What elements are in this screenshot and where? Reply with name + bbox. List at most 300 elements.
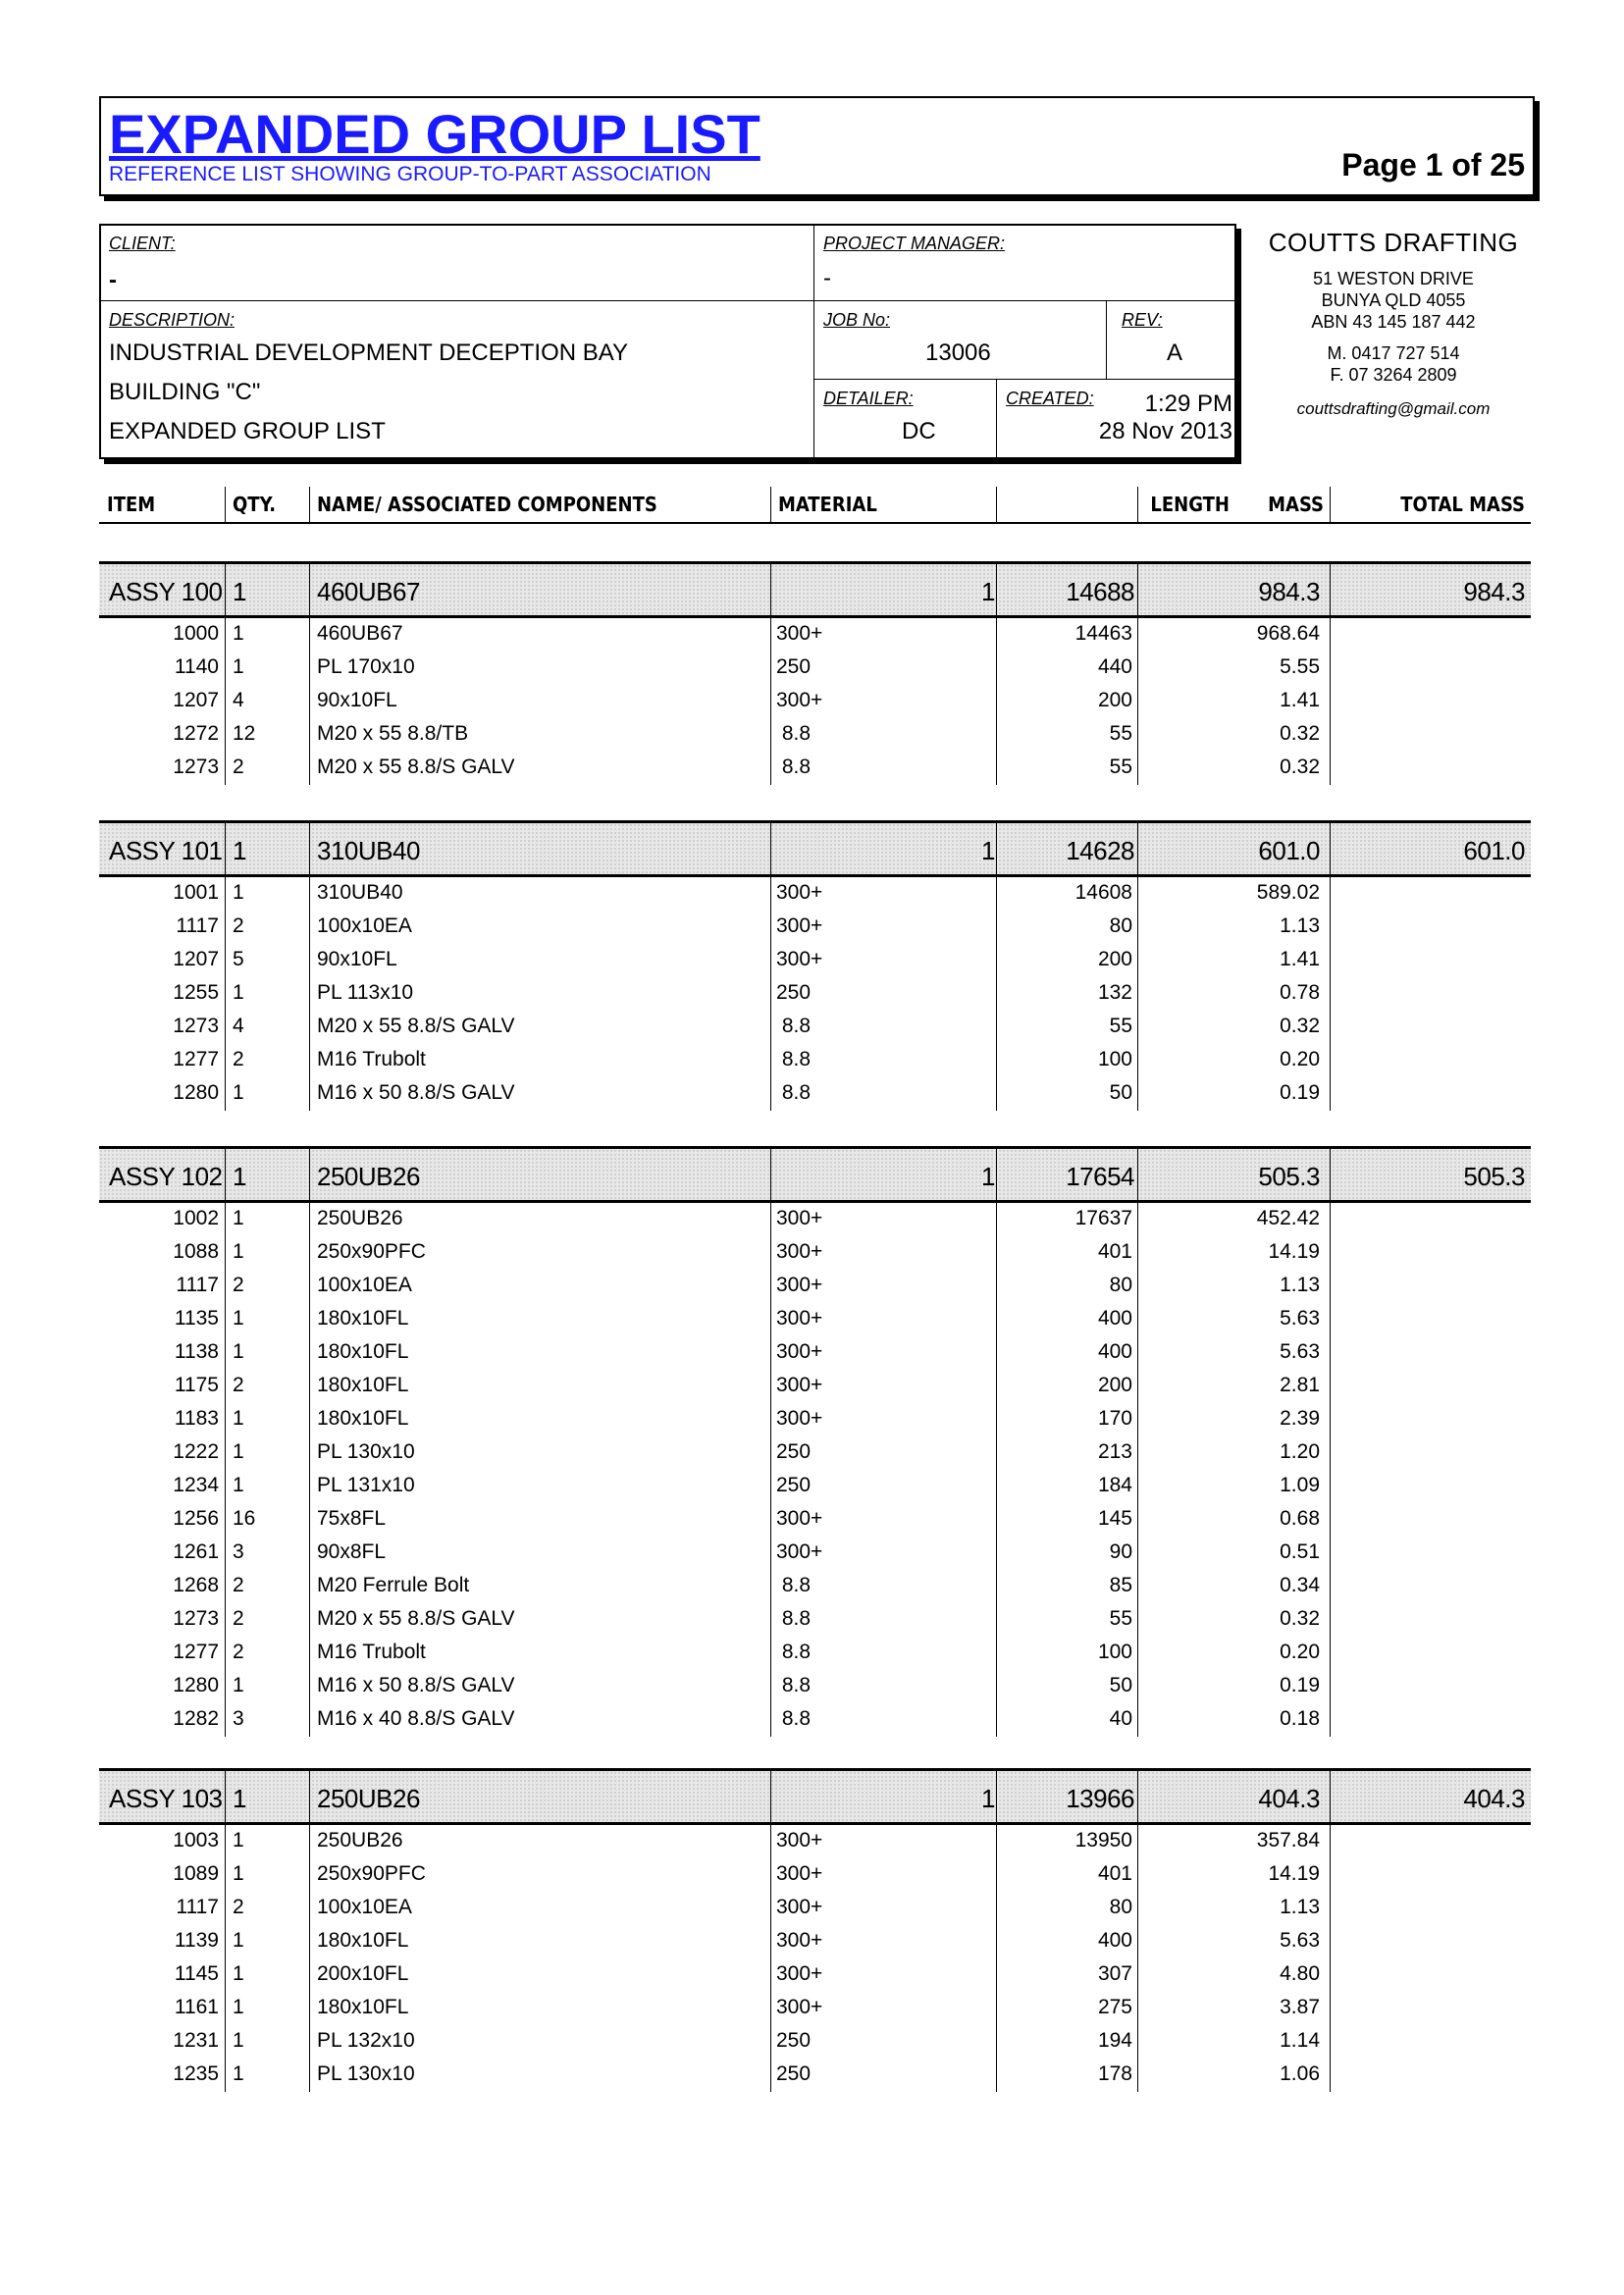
- part-qty: 1: [233, 1307, 244, 1330]
- part-name: PL 132x10: [317, 2029, 415, 2052]
- assembly-block: [99, 1146, 1531, 1737]
- part-name: M20 Ferrule Bolt: [317, 1574, 470, 1596]
- column-header-item: ITEM: [107, 493, 156, 516]
- detailer-value: DC: [902, 418, 936, 444]
- part-mass: 0.19: [1280, 1674, 1320, 1696]
- part-item: 1117: [176, 914, 219, 937]
- assembly-mass: 601.0: [1258, 836, 1320, 865]
- part-name: 180x10FL: [317, 1929, 409, 1952]
- part-mass: 0.18: [1280, 1707, 1320, 1730]
- part-name: 75x8FL: [317, 1507, 387, 1530]
- client-value: -: [109, 267, 117, 293]
- table-row: [99, 1370, 1531, 1403]
- table-row: [99, 685, 1531, 718]
- part-material: 8.8: [776, 1641, 812, 1663]
- part-qty: 2: [233, 1607, 244, 1630]
- part-material: 300+: [776, 622, 823, 645]
- part-mass: 1.20: [1280, 1440, 1320, 1463]
- part-qty: 1: [233, 1081, 244, 1104]
- column-header-length: LENGTH: [1150, 493, 1230, 516]
- part-mass: 0.78: [1280, 981, 1320, 1004]
- project-manager-label: PROJECT MANAGER:: [823, 234, 1006, 253]
- part-mass: 589.02: [1256, 881, 1320, 904]
- part-material: 300+: [776, 1929, 823, 1952]
- part-mass: 0.32: [1280, 756, 1320, 778]
- part-material: 300+: [776, 1207, 823, 1229]
- part-qty: 3: [233, 1540, 244, 1563]
- table-row: [99, 1011, 1531, 1044]
- part-qty: 1: [233, 1240, 244, 1263]
- part-item: 1222: [173, 1440, 219, 1463]
- part-qty: 2: [233, 1641, 244, 1663]
- created-label: CREATED:: [1006, 389, 1094, 408]
- company-email: couttsdrafting@gmail.com: [1296, 399, 1491, 418]
- table-row: [99, 1825, 1531, 1858]
- part-item: 1277: [173, 1641, 219, 1663]
- part-item: 1231: [173, 2029, 219, 2052]
- part-item: 1207: [173, 948, 219, 970]
- description-label: DESCRIPTION:: [109, 310, 236, 330]
- part-qty: 1: [233, 1929, 244, 1952]
- company-abn: ABN 43 145 187 442: [1311, 312, 1476, 332]
- part-mass: 0.32: [1280, 1607, 1320, 1630]
- assembly-total-mass: 601.0: [1463, 836, 1525, 865]
- table-row: [99, 877, 1531, 911]
- part-name: M20 x 55 8.8/S GALV: [317, 1607, 515, 1630]
- part-length: 200: [1097, 948, 1132, 970]
- column-header-mass: MASS: [1268, 493, 1324, 516]
- part-item: 1138: [174, 1340, 219, 1363]
- company-address-line-1: 51 WESTON DRIVE: [1313, 269, 1474, 288]
- part-item: 1273: [173, 1607, 219, 1630]
- part-length: 400: [1097, 1929, 1132, 1952]
- part-qty: 1: [233, 2029, 244, 2052]
- assembly-item: ASSY 101: [109, 836, 223, 865]
- part-material: 300+: [776, 1307, 823, 1330]
- part-item: 1088: [173, 1240, 219, 1263]
- part-qty: 4: [233, 1015, 244, 1037]
- part-qty: 3: [233, 1707, 244, 1730]
- part-length: 184: [1097, 1474, 1132, 1496]
- part-material: 300+: [776, 689, 823, 711]
- part-material: 300+: [776, 1540, 823, 1563]
- column-header-material: MATERIAL: [778, 493, 877, 516]
- part-qty: 4: [233, 689, 244, 711]
- part-mass: 0.32: [1280, 722, 1320, 745]
- assembly-item: ASSY 102: [109, 1162, 223, 1191]
- table-row: [99, 1670, 1531, 1703]
- table-column-headers: [99, 485, 1531, 524]
- column-header-qty: QTY.: [233, 493, 277, 516]
- part-name: 250x90PFC: [317, 1862, 426, 1885]
- part-name: M20 x 55 8.8/S GALV: [317, 756, 515, 778]
- table-row: [99, 1077, 1531, 1111]
- table-row: [99, 2025, 1531, 2059]
- table-row: [99, 618, 1531, 652]
- part-material: 8.8: [776, 1048, 812, 1070]
- part-material: 250: [776, 1440, 812, 1463]
- part-mass: 2.81: [1280, 1374, 1320, 1396]
- table-row: [99, 1503, 1531, 1537]
- part-mass: 1.09: [1280, 1474, 1320, 1496]
- assembly-qty: 1: [233, 1784, 246, 1813]
- part-name: M20 x 55 8.8/TB: [317, 722, 469, 745]
- part-mass: 5.63: [1280, 1929, 1320, 1952]
- detailer-label: DETAILER:: [823, 389, 914, 408]
- part-name: 310UB40: [317, 881, 403, 904]
- part-mass: 0.20: [1280, 1048, 1320, 1070]
- assembly-mass: 984.3: [1258, 577, 1320, 606]
- part-name: 100x10EA: [317, 1274, 412, 1296]
- assembly-header-row: [99, 1146, 1531, 1203]
- part-item: 1272: [173, 722, 219, 745]
- part-qty: 1: [233, 1340, 244, 1363]
- part-name: M16 Trubolt: [317, 1048, 426, 1070]
- part-item: 1139: [174, 1929, 219, 1952]
- table-row: [99, 944, 1531, 977]
- assembly-material: 1: [981, 836, 995, 865]
- part-material: 8.8: [776, 1574, 812, 1596]
- part-length: 400: [1097, 1307, 1132, 1330]
- part-length: 90: [1109, 1540, 1132, 1563]
- part-item: 1001: [173, 881, 219, 904]
- part-mass: 3.87: [1280, 1996, 1320, 2018]
- part-item: 1089: [173, 1862, 219, 1885]
- assembly-block: [99, 1768, 1531, 2092]
- part-mass: 5.63: [1280, 1340, 1320, 1363]
- part-length: 55: [1109, 1015, 1132, 1037]
- part-length: 200: [1097, 689, 1132, 711]
- part-material: 8.8: [776, 1015, 812, 1037]
- table-row: [99, 1892, 1531, 1925]
- assembly-length: 13966: [1066, 1784, 1134, 1813]
- column-header-total-mass: TOTAL MASS: [1400, 493, 1525, 516]
- part-name: M16 x 50 8.8/S GALV: [317, 1081, 515, 1104]
- part-item: 1161: [174, 1996, 219, 2018]
- part-mass: 5.55: [1280, 655, 1320, 678]
- report-subtitle: REFERENCE LIST SHOWING GROUP-TO-PART ASSOCIATION: [109, 163, 711, 185]
- assembly-name: 310UB40: [317, 836, 420, 865]
- company-name: COUTTS DRAFTING: [1268, 228, 1519, 257]
- part-material: 300+: [776, 1340, 823, 1363]
- part-length: 307: [1097, 1962, 1132, 1985]
- part-material: 300+: [776, 1507, 823, 1530]
- part-item: 1256: [173, 1507, 219, 1530]
- table-row: [99, 1537, 1531, 1570]
- part-name: M16 x 40 8.8/S GALV: [317, 1707, 515, 1730]
- assembly-mass: 404.3: [1258, 1784, 1320, 1813]
- part-name: 90x10FL: [317, 948, 397, 970]
- part-item: 1117: [176, 1274, 219, 1296]
- part-name: PL 170x10: [317, 655, 415, 678]
- part-qty: 1: [233, 1207, 244, 1229]
- part-length: 13950: [1074, 1829, 1132, 1852]
- table-row: [99, 1570, 1531, 1603]
- part-item: 1282: [173, 1707, 219, 1730]
- part-length: 80: [1109, 914, 1132, 937]
- part-material: 300+: [776, 881, 823, 904]
- part-item: 1273: [173, 756, 219, 778]
- part-name: 180x10FL: [317, 1407, 409, 1430]
- part-mass: 4.80: [1280, 1962, 1320, 1985]
- revision-value: A: [1167, 339, 1183, 366]
- part-length: 14608: [1074, 881, 1132, 904]
- company-details: [1246, 228, 1541, 419]
- revision-label: REV:: [1122, 310, 1163, 330]
- part-length: 100: [1097, 1641, 1132, 1663]
- part-item: 1117: [176, 1896, 219, 1918]
- part-qty: 1: [233, 1962, 244, 1985]
- part-length: 17637: [1074, 1207, 1132, 1229]
- part-item: 1273: [173, 1015, 219, 1037]
- part-material: 250: [776, 981, 812, 1004]
- assembly-block: [99, 561, 1531, 785]
- table-row: [99, 1236, 1531, 1270]
- assembly-name: 460UB67: [317, 577, 420, 606]
- part-name: 180x10FL: [317, 1340, 409, 1363]
- part-qty: 2: [233, 1048, 244, 1070]
- part-item: 1002: [173, 1207, 219, 1229]
- part-material: 8.8: [776, 1607, 812, 1630]
- part-item: 1183: [174, 1407, 219, 1430]
- part-qty: 1: [233, 622, 244, 645]
- part-mass: 14.19: [1268, 1240, 1320, 1263]
- table-row: [99, 1303, 1531, 1336]
- part-length: 200: [1097, 1374, 1132, 1396]
- part-item: 1003: [173, 1829, 219, 1852]
- part-length: 213: [1097, 1440, 1132, 1463]
- part-qty: 5: [233, 948, 244, 970]
- table-row: [99, 1436, 1531, 1470]
- part-item: 1280: [173, 1674, 219, 1696]
- part-mass: 0.19: [1280, 1081, 1320, 1104]
- part-material: 300+: [776, 1829, 823, 1852]
- project-info-box: [99, 224, 1236, 459]
- part-name: 250UB26: [317, 1829, 403, 1852]
- assembly-length: 14688: [1066, 577, 1134, 606]
- part-material: 250: [776, 655, 812, 678]
- part-length: 85: [1109, 1574, 1132, 1596]
- assembly-block: [99, 820, 1531, 1111]
- part-material: 300+: [776, 1274, 823, 1296]
- page-indicator: Page 1 of 25: [1341, 147, 1525, 183]
- assembly-qty: 1: [233, 1162, 246, 1191]
- assembly-name: 250UB26: [317, 1162, 420, 1191]
- assembly-material: 1: [981, 577, 995, 606]
- part-mass: 0.68: [1280, 1507, 1320, 1530]
- part-name: 90x8FL: [317, 1540, 387, 1563]
- part-length: 401: [1097, 1862, 1132, 1885]
- part-mass: 1.14: [1280, 2029, 1320, 2052]
- company-fax: F. 07 3264 2809: [1330, 365, 1457, 385]
- assembly-item: ASSY 103: [109, 1784, 223, 1813]
- project-manager-value: -: [823, 265, 831, 291]
- part-item: 1261: [173, 1540, 219, 1563]
- part-name: PL 130x10: [317, 2062, 415, 2085]
- table-row: [99, 1703, 1531, 1737]
- part-material: 250: [776, 2062, 812, 2085]
- part-name: 90x10FL: [317, 689, 397, 711]
- table-row: [99, 1958, 1531, 1992]
- table-row: [99, 2059, 1531, 2092]
- company-mobile: M. 0417 727 514: [1327, 343, 1460, 363]
- assembly-qty: 1: [233, 836, 246, 865]
- table-row: [99, 1270, 1531, 1303]
- part-item: 1140: [174, 655, 219, 678]
- part-material: 300+: [776, 1962, 823, 1985]
- part-material: 300+: [776, 1896, 823, 1918]
- part-mass: 1.13: [1280, 1896, 1320, 1918]
- part-length: 170: [1097, 1407, 1132, 1430]
- report-title: EXPANDED GROUP LIST: [109, 103, 760, 165]
- part-mass: 968.64: [1256, 622, 1320, 645]
- table-row: [99, 652, 1531, 685]
- assembly-total-mass: 404.3: [1463, 1784, 1525, 1813]
- part-item: 1000: [173, 622, 219, 645]
- job-number-label: JOB No:: [823, 310, 891, 330]
- assembly-qty: 1: [233, 577, 246, 606]
- part-qty: 1: [233, 655, 244, 678]
- assembly-material: 1: [981, 1162, 995, 1191]
- part-mass: 0.32: [1280, 1015, 1320, 1037]
- part-length: 401: [1097, 1240, 1132, 1263]
- part-name: 100x10EA: [317, 1896, 412, 1918]
- part-qty: 1: [233, 1996, 244, 2018]
- table-row: [99, 1858, 1531, 1892]
- description-line-3: EXPANDED GROUP LIST: [109, 418, 386, 444]
- part-length: 178: [1097, 2062, 1132, 2085]
- part-material: 8.8: [776, 1674, 812, 1696]
- part-length: 40: [1109, 1707, 1132, 1730]
- table-row: [99, 1203, 1531, 1236]
- part-mass: 14.19: [1268, 1862, 1320, 1885]
- part-qty: 1: [233, 1674, 244, 1696]
- part-length: 50: [1109, 1081, 1132, 1104]
- table-row: [99, 1603, 1531, 1637]
- table-row: [99, 977, 1531, 1011]
- table-row: [99, 718, 1531, 752]
- part-name: PL 131x10: [317, 1474, 415, 1496]
- part-name: 180x10FL: [317, 1374, 409, 1396]
- part-item: 1280: [173, 1081, 219, 1104]
- part-material: 8.8: [776, 722, 812, 745]
- part-item: 1277: [173, 1048, 219, 1070]
- part-length: 80: [1109, 1896, 1132, 1918]
- assembly-header-row: [99, 1768, 1531, 1825]
- part-name: 250x90PFC: [317, 1240, 426, 1263]
- part-material: 300+: [776, 1996, 823, 2018]
- part-mass: 1.41: [1280, 948, 1320, 970]
- part-material: 8.8: [776, 1081, 812, 1104]
- client-label: CLIENT:: [109, 234, 176, 253]
- part-name: 180x10FL: [317, 1307, 409, 1330]
- part-qty: 2: [233, 914, 244, 937]
- part-qty: 12: [233, 722, 256, 745]
- part-length: 55: [1109, 756, 1132, 778]
- part-item: 1135: [174, 1307, 219, 1330]
- part-mass: 0.34: [1280, 1574, 1320, 1596]
- assembly-item: ASSY 100: [109, 577, 223, 606]
- part-length: 80: [1109, 1274, 1132, 1296]
- part-name: 250UB26: [317, 1207, 403, 1229]
- table-row: [99, 1470, 1531, 1503]
- part-mass: 0.51: [1280, 1540, 1320, 1563]
- part-qty: 16: [233, 1507, 256, 1530]
- table-row: [99, 1044, 1531, 1077]
- part-material: 250: [776, 1474, 812, 1496]
- part-length: 440: [1097, 655, 1132, 678]
- company-address-line-2: BUNYA QLD 4055: [1321, 290, 1466, 310]
- table-row: [99, 1403, 1531, 1436]
- part-material: 300+: [776, 1862, 823, 1885]
- part-material: 8.8: [776, 1707, 812, 1730]
- part-material: 300+: [776, 1407, 823, 1430]
- part-qty: 1: [233, 1862, 244, 1885]
- report-header: [99, 96, 1535, 196]
- created-date: 28 Nov 2013: [1098, 418, 1232, 444]
- description-line-1: INDUSTRIAL DEVELOPMENT DECEPTION BAY: [109, 339, 628, 366]
- part-mass: 1.13: [1280, 1274, 1320, 1296]
- column-header-name: NAME/ ASSOCIATED COMPONENTS: [317, 493, 657, 516]
- part-qty: 1: [233, 1829, 244, 1852]
- table-row: [99, 1637, 1531, 1670]
- part-material: 300+: [776, 914, 823, 937]
- part-qty: 1: [233, 981, 244, 1004]
- part-name: M20 x 55 8.8/S GALV: [317, 1015, 515, 1037]
- part-length: 100: [1097, 1048, 1132, 1070]
- part-material: 8.8: [776, 756, 812, 778]
- created-time: 1:29 PM: [1144, 391, 1232, 417]
- part-material: 300+: [776, 1374, 823, 1396]
- part-item: 1235: [173, 2062, 219, 2085]
- table-row: [99, 911, 1531, 944]
- part-name: 460UB67: [317, 622, 403, 645]
- part-item: 1207: [173, 689, 219, 711]
- part-mass: 5.63: [1280, 1307, 1320, 1330]
- part-length: 55: [1109, 722, 1132, 745]
- assembly-header-row: [99, 820, 1531, 877]
- part-name: 200x10FL: [317, 1962, 409, 1985]
- table-row: [99, 752, 1531, 785]
- part-length: 50: [1109, 1674, 1132, 1696]
- part-length: 194: [1097, 2029, 1132, 2052]
- part-item: 1268: [173, 1574, 219, 1596]
- part-item: 1145: [174, 1962, 219, 1985]
- part-mass: 1.41: [1280, 689, 1320, 711]
- job-number-value: 13006: [925, 339, 991, 366]
- assembly-length: 14628: [1066, 836, 1134, 865]
- part-mass: 452.42: [1256, 1207, 1320, 1229]
- part-item: 1234: [173, 1474, 219, 1496]
- part-mass: 2.39: [1280, 1407, 1320, 1430]
- part-name: M16 Trubolt: [317, 1641, 426, 1663]
- part-length: 275: [1097, 1996, 1132, 2018]
- part-material: 300+: [776, 1240, 823, 1263]
- part-qty: 2: [233, 1896, 244, 1918]
- part-name: 100x10EA: [317, 914, 412, 937]
- assembly-material: 1: [981, 1784, 995, 1813]
- part-name: 180x10FL: [317, 1996, 409, 2018]
- assembly-header-row: [99, 561, 1531, 618]
- part-qty: 1: [233, 881, 244, 904]
- part-qty: 2: [233, 756, 244, 778]
- assembly-name: 250UB26: [317, 1784, 420, 1813]
- part-qty: 2: [233, 1574, 244, 1596]
- table-row: [99, 1992, 1531, 2025]
- part-mass: 357.84: [1256, 1829, 1320, 1852]
- part-qty: 2: [233, 1274, 244, 1296]
- part-length: 400: [1097, 1340, 1132, 1363]
